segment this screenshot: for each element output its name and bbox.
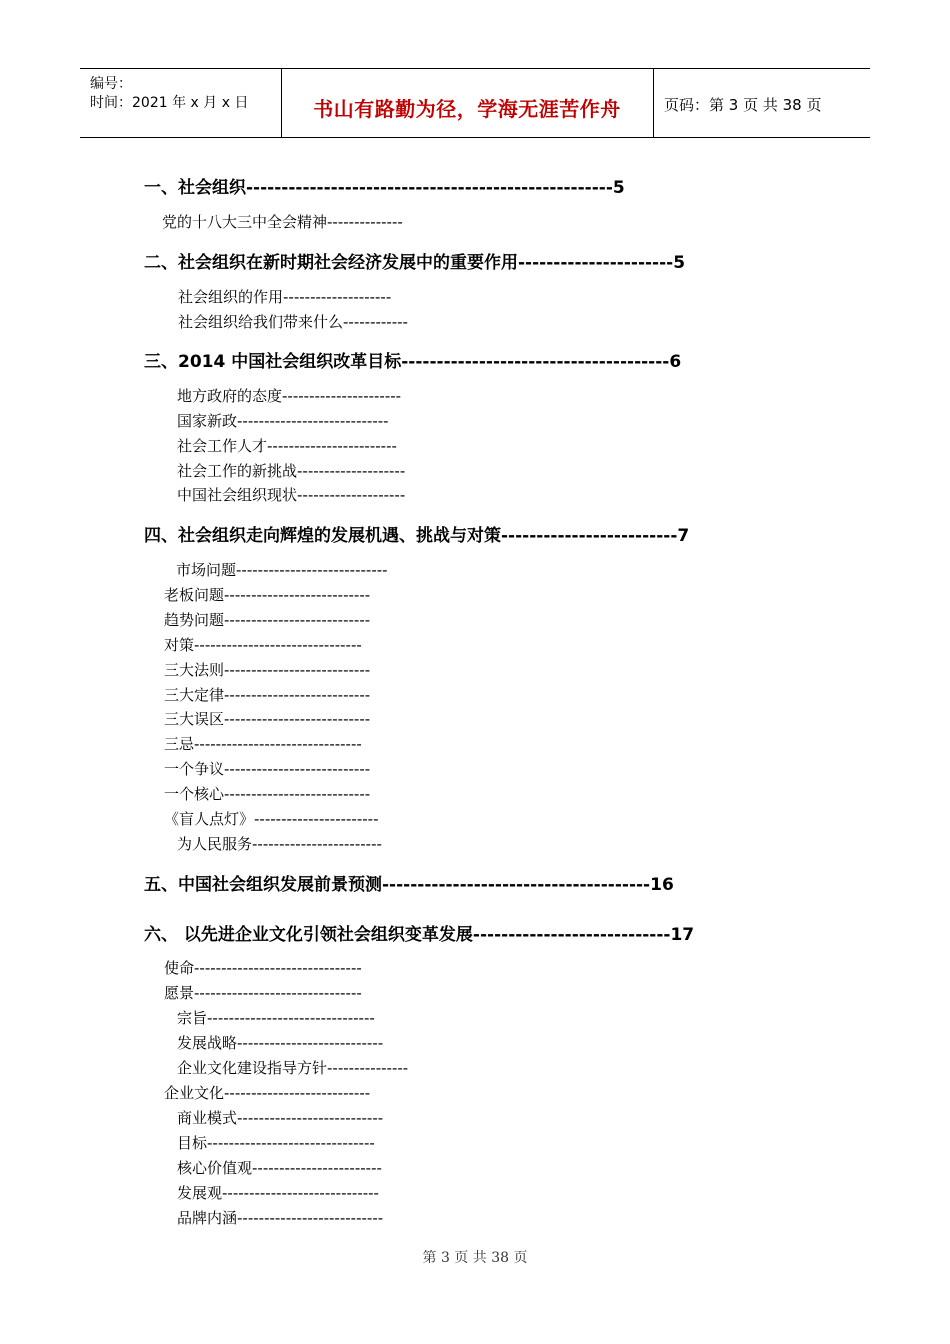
toc-item: 国家新政---------------------------- [177,412,389,430]
toc-item: 社会组织给我们带来什么------------ [178,313,408,331]
toc-heading: 四、社会组织走向辉煌的发展机遇、挑战与对策-------------------------7 [144,526,690,546]
toc-heading: 一、社会组织----------------------------------------------------5 [144,178,625,198]
toc-item: 市场问题---------------------------- [176,561,388,579]
toc-item: 《盲人点灯》----------------------- [164,810,379,828]
page-footer: 第 3 页 共 38 页 [422,1250,528,1266]
header-page-label: 页码：第 3 页 共 38 页 [664,96,822,114]
toc-item: 地方政府的态度---------------------- [177,387,402,405]
toc-item: 核心价值观------------------------ [177,1159,382,1177]
toc-item: 一个争议--------------------------- [164,760,371,778]
header-motto: 书山有路勤为径，学海无涯苦作舟 [313,97,621,121]
toc-item: 三忌------------------------------- [164,735,362,753]
toc-item: 宗旨------------------------------- [177,1009,375,1027]
toc-item: 发展战略--------------------------- [177,1034,384,1052]
toc-item: 品牌内涵--------------------------- [177,1209,384,1227]
toc-item: 目标------------------------------- [177,1134,375,1152]
toc-item: 企业文化建设指导方针--------------- [177,1059,409,1077]
toc-item: 三大法则--------------------------- [164,661,371,679]
toc-item: 中国社会组织现状-------------------- [177,486,406,504]
toc-item: 一个核心--------------------------- [164,785,371,803]
toc-item: 发展观----------------------------- [177,1184,379,1202]
toc-heading: 六、 以先进企业文化引领社会组织变革发展----------------------------17 [144,925,695,945]
toc-item: 为人民服务------------------------ [177,835,382,853]
document-number-label: 编号： [90,76,132,92]
document-date-label: 时间：2021 年 x 月 x 日 [90,95,249,111]
toc-item: 党的十八大三中全会精神-------------- [162,213,403,231]
toc-item: 对策------------------------------- [164,636,362,654]
toc-item: 三大定律--------------------------- [164,686,371,704]
toc-heading: 五、中国社会组织发展前景预测--------------------------------------16 [144,875,674,895]
toc-item: 愿景------------------------------- [164,984,362,1002]
toc-item: 使命------------------------------- [164,959,362,977]
toc-item: 社会组织的作用-------------------- [178,288,392,306]
toc-item: 三大误区--------------------------- [164,710,371,728]
toc-heading: 二、社会组织在新时期社会经济发展中的重要作用----------------------5 [144,253,686,273]
toc-item: 老板问题--------------------------- [164,586,371,604]
toc-item: 商业模式--------------------------- [177,1109,384,1127]
toc-item: 社会工作的新挑战-------------------- [177,462,406,480]
toc-item: 企业文化--------------------------- [164,1084,371,1102]
toc-item: 社会工作人才------------------------ [177,437,397,455]
toc-item: 趋势问题--------------------------- [164,611,371,629]
toc-heading: 三、2014 中国社会组织改革目标--------------------------------------6 [144,352,682,372]
